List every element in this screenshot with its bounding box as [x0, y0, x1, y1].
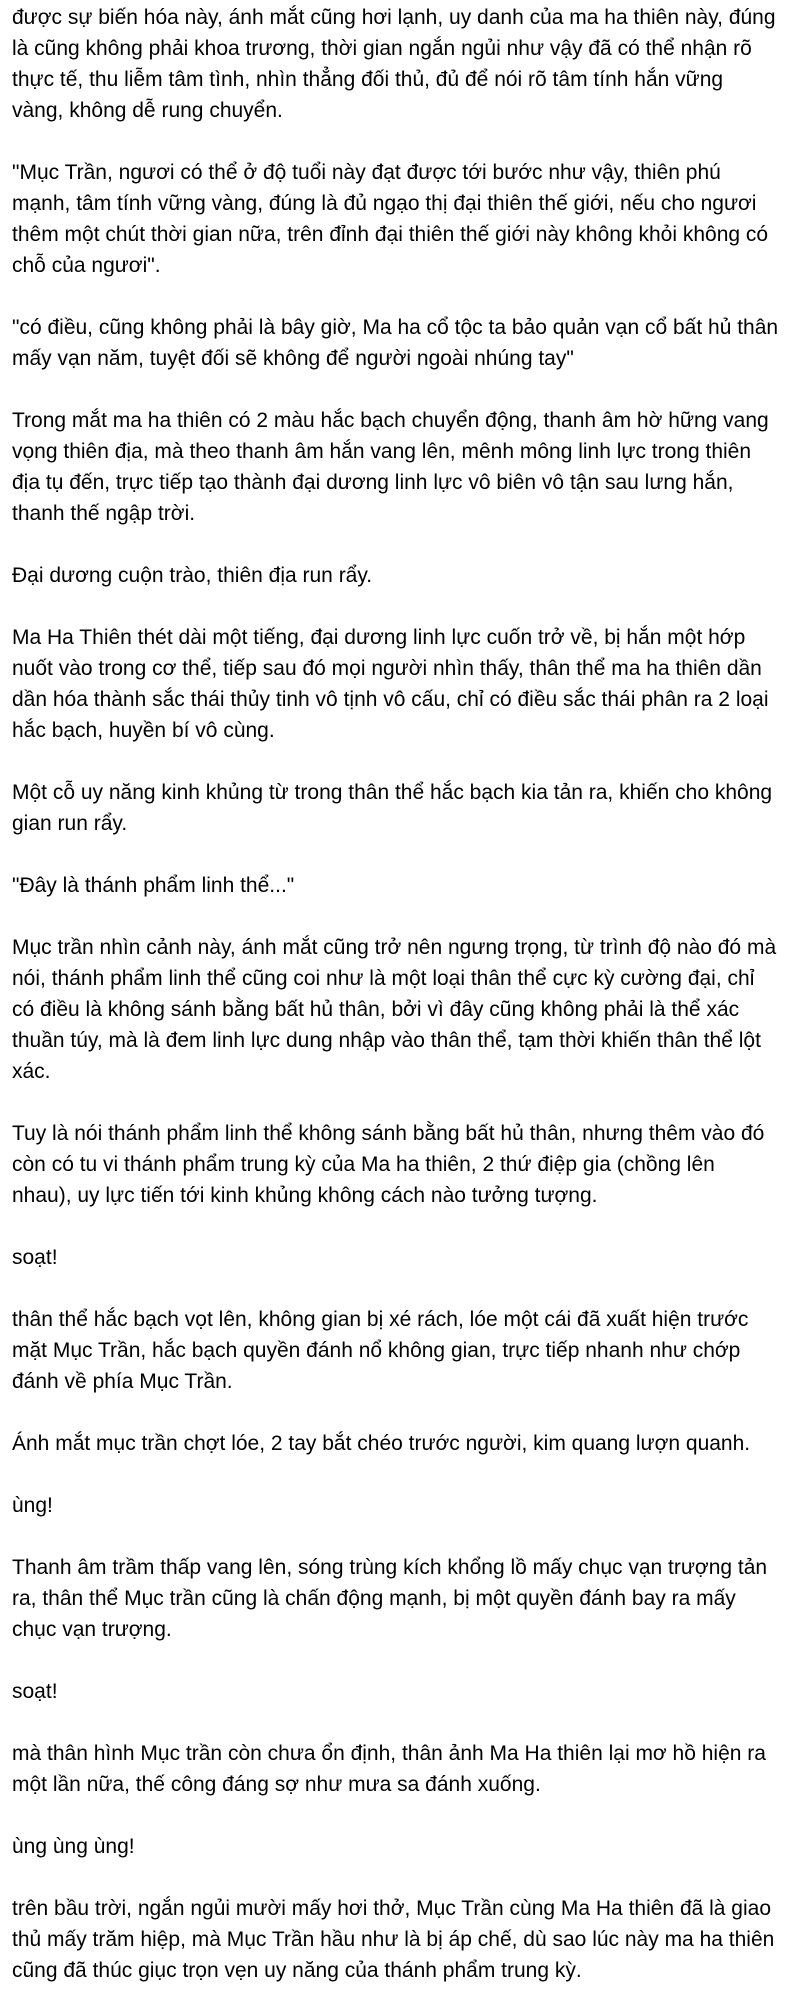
paragraph: trên bầu trời, ngắn ngủi mười mấy hơi thở, Mục Trần cùng Ma Ha thiên đã là giao thủ mấy trăm hiệp, mà Mục Trần hầu như là bị áp chế, dù sao lúc này ma ha thiên cũng đã thúc giục trọn vẹn uy năng của thánh phẩm trung kỳ. — [12, 1897, 775, 1982]
paragraph: Đại dương cuộn trào, thiên địa run rẩy. — [12, 564, 373, 587]
paragraph: Mục trần nhìn cảnh này, ánh mắt cũng trở nên ngưng trọng, từ trình độ nào đó mà nói, thánh phẩm linh thể cũng coi như là một loại thân thể cực kỳ cường đại, chỉ có điều là không sánh bằng bất hủ thân, bởi vì đây cũng không phải là thể xác thuần túy, mà là đem linh lực dung nhập vào thân thể, tạm thời khiến thân thể lột xác. — [12, 936, 777, 1083]
paragraph: Trong mắt ma ha thiên có 2 màu hắc bạch chuyển động, thanh âm hờ hững vang vọng thiên địa, mà theo thanh âm hắn vang lên, mênh mông linh lực trong thiên địa tụ đến, trực tiếp tạo thành đại dương linh lực vô biên vô tận sau lưng hắn, thanh thế ngập trời. — [12, 409, 769, 525]
paragraph: thân thể hắc bạch vọt lên, không gian bị xé rách, lóe một cái đã xuất hiện trước mặt Mục Trần, hắc bạch quyền đánh nổ không gian, trực tiếp nhanh như chớp đánh về phía Mục Trần. — [12, 1308, 749, 1393]
paragraph: Tuy là nói thánh phẩm linh thể không sánh bằng bất hủ thân, nhưng thêm vào đó còn có tu vi thánh phẩm trung kỳ của Ma ha thiên, 2 thứ điệp gia (chồng lên nhau), uy lực tiến tới kinh khủng không cách nào tưởng tượng. — [12, 1122, 765, 1207]
paragraph: Ánh mắt mục trần chợt lóe, 2 tay bắt chéo trước người, kim quang lượn quanh. — [12, 1432, 751, 1455]
paragraph: mà thân hình Mục trần còn chưa ổn định, thân ảnh Ma Ha thiên lại mơ hồ hiện ra một lần nữa, thế công đáng sợ như mưa sa đánh xuống. — [12, 1742, 766, 1796]
paragraph: soạt! — [12, 1246, 58, 1269]
paragraph: Thanh âm trầm thấp vang lên, sóng trùng kích khổng lồ mấy chục vạn trượng tản ra, thân thể Mục trần cũng là chấn động mạnh, bị một quyền đánh bay ra mấy chục vạn trượng. — [12, 1556, 768, 1641]
paragraph: được sự biến hóa này, ánh mắt cũng hơi lạnh, uy danh của ma ha thiên này, đúng là cũng không phải khoa trương, thời gian ngắn ngủi như vậy đã có thể nhận rõ thực tế, thu liễm tâm tình, nhìn thẳng đối thủ, đủ để nói rõ tâm tính hắn vững vàng, không dễ rung chuyển. — [12, 6, 776, 122]
paragraph: "Mục Trần, ngươi có thể ở độ tuổi này đạt được tới bước như vậy, thiên phú mạnh, tâm tính vững vàng, đúng là đủ ngạo thị đại thiên thế giới, nếu cho ngươi thêm một chút thời gian nữa, trên đỉnh đại thiên thế giới này không khỏi không có chỗ của ngươi". — [12, 161, 769, 277]
paragraph: ùng! — [12, 1494, 53, 1517]
paragraph: ùng ùng ùng! — [12, 1835, 135, 1858]
paragraph: Ma Ha Thiên thét dài một tiếng, đại dương linh lực cuốn trở về, bị hắn một hớp nuốt vào trong cơ thể, tiếp sau đó mọi người nhìn thấy, thân thể ma ha thiên dần dần hóa thành sắc thái thủy tinh vô tịnh vô cấu, chỉ có điều sắc thái phân ra 2 loại hắc bạch, huyền bí vô cùng. — [12, 626, 769, 742]
paragraph: "có điều, cũng không phải là bây giờ, Ma ha cổ tộc ta bảo quản vạn cổ bất hủ thân mấy vạn năm, tuyệt đối sẽ không để người ngoài nhúng tay" — [12, 316, 779, 370]
paragraph: "Đây là thánh phẩm linh thể..." — [12, 874, 295, 897]
paragraph: Một cỗ uy năng kinh khủng từ trong thân thể hắc bạch kia tản ra, khiến cho không gian run rẩy. — [12, 781, 773, 835]
paragraph: soạt! — [12, 1680, 58, 1703]
